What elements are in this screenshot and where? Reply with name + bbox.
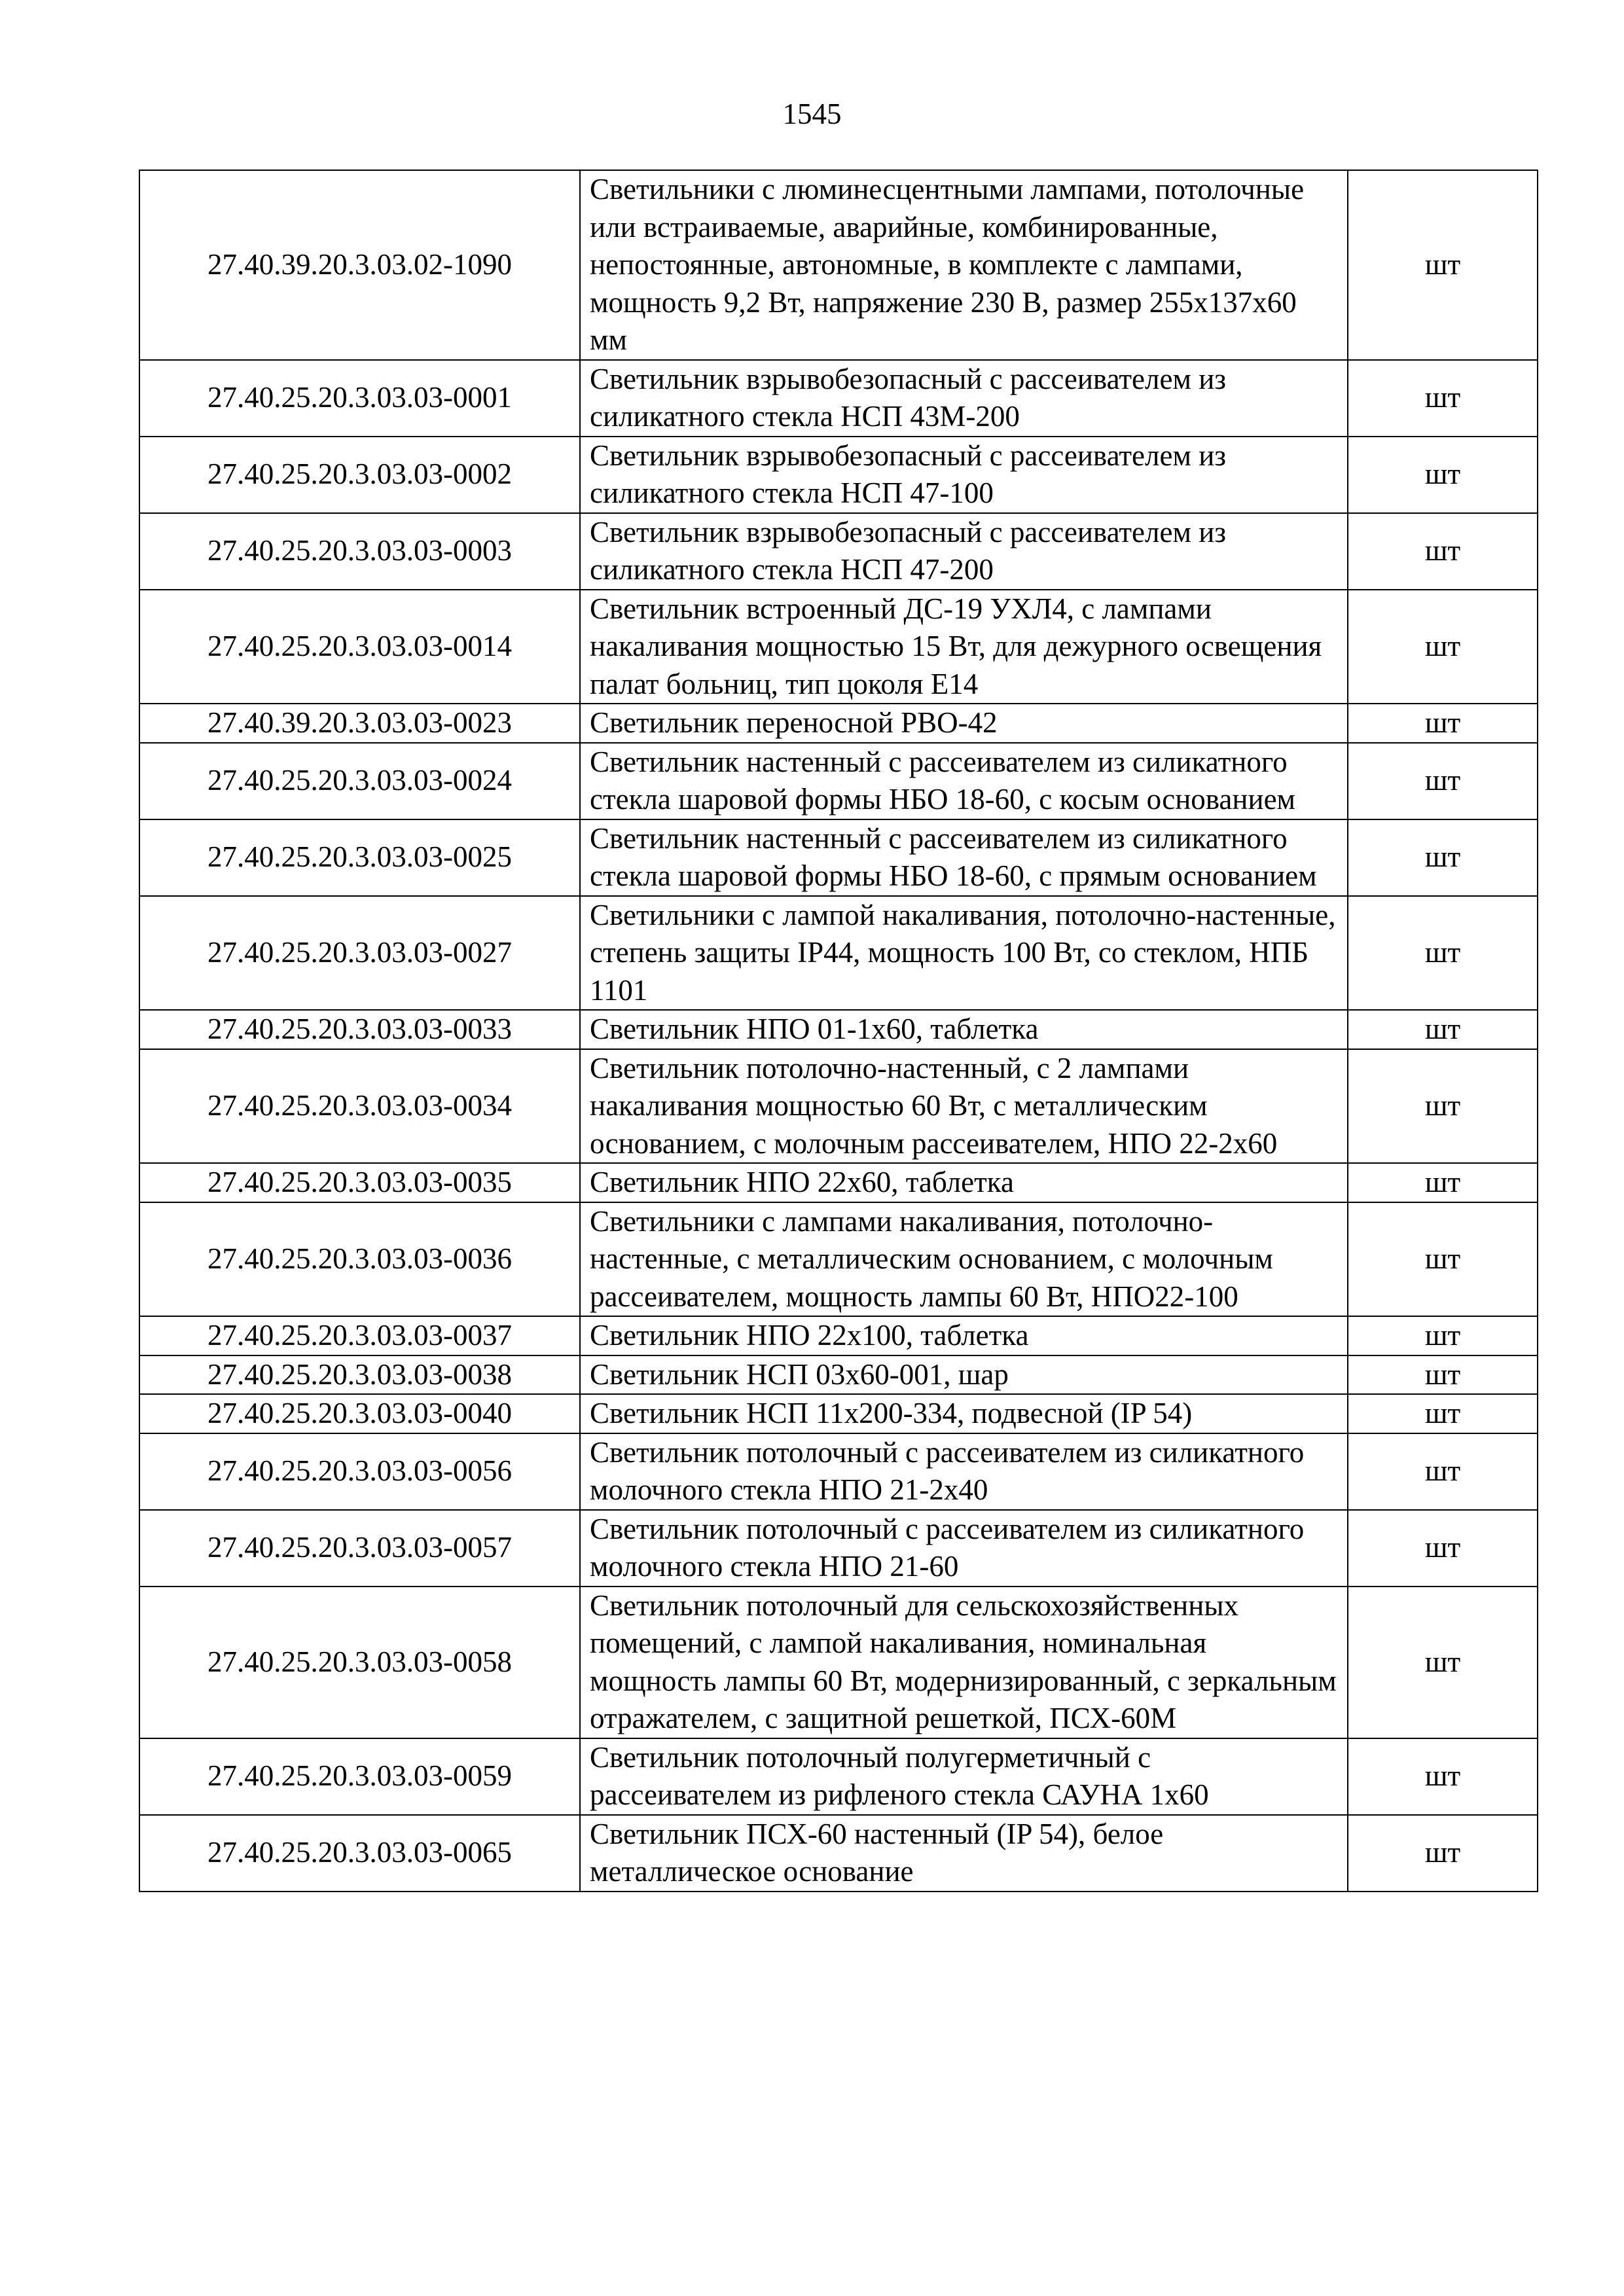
- table-row: [139, 896, 1538, 1011]
- resource-code-cell: 27.40.25.20.3.03.03-0035: [139, 1163, 580, 1202]
- resource-code-cell: 27.40.25.20.3.03.03-0024: [139, 743, 580, 819]
- resource-description-cell: Светильник потолочно-настенный, с 2 лампами накаливания мощностью 60 Вт, с металлическим основанием, с молочным рассеивателем, НПО 22-2х60: [580, 1049, 1348, 1164]
- table-row: [139, 819, 1538, 896]
- resource-description-cell: Светильники с лампами накаливания, потолочно-настенные, с металлическим основанием, с молочным рассеивателем, мощность лампы 60 Вт, НПО22-100: [580, 1202, 1348, 1317]
- resource-description-cell: Светильник потолочный полугерметичный с рассеивателем из рифленого стекла САУНА 1х60: [580, 1738, 1348, 1815]
- table-row: [139, 1394, 1538, 1433]
- catalog-table: [139, 170, 1538, 1892]
- table-row: [139, 1738, 1538, 1815]
- resource-code-cell: 27.40.25.20.3.03.03-0058: [139, 1587, 580, 1738]
- resource-code-cell: 27.40.25.20.3.03.03-0037: [139, 1316, 580, 1355]
- resource-code-cell: 27.40.25.20.3.03.03-0059: [139, 1738, 580, 1815]
- table-row: [139, 1433, 1538, 1510]
- table-row: [139, 1049, 1538, 1164]
- resource-description-cell: Светильник потолочный с рассеивателем из силикатного молочного стекла НПО 21-2х40: [580, 1433, 1348, 1510]
- unit-cell: шт: [1348, 1738, 1538, 1815]
- unit-cell: шт: [1348, 1587, 1538, 1738]
- unit-cell: шт: [1348, 1394, 1538, 1433]
- resource-code-cell: 27.40.25.20.3.03.03-0027: [139, 896, 580, 1011]
- unit-cell: шт: [1348, 590, 1538, 704]
- unit-cell: шт: [1348, 170, 1538, 360]
- table-row: [139, 590, 1538, 704]
- resource-code-cell: 27.40.25.20.3.03.03-0057: [139, 1510, 580, 1587]
- resource-code-cell: 27.40.39.20.3.03.03-0023: [139, 704, 580, 743]
- unit-cell: шт: [1348, 1433, 1538, 1510]
- resource-code-cell: 27.40.39.20.3.03.02-1090: [139, 170, 580, 360]
- table-row: [139, 170, 1538, 360]
- table-row: [139, 743, 1538, 819]
- resource-code-cell: 27.40.25.20.3.03.03-0040: [139, 1394, 580, 1433]
- resource-code-cell: 27.40.25.20.3.03.03-0003: [139, 513, 580, 590]
- resource-description-cell: Светильник НСП 11х200-334, подвесной (IP 54): [580, 1394, 1348, 1433]
- unit-cell: шт: [1348, 1010, 1538, 1049]
- resource-code-cell: 27.40.25.20.3.03.03-0065: [139, 1815, 580, 1892]
- unit-cell: шт: [1348, 1049, 1538, 1164]
- table-row: [139, 1587, 1538, 1738]
- resource-description-cell: Светильник взрывобезопасный с рассеивателем из силикатного стекла НСП 43М-200: [580, 360, 1348, 437]
- table-row: [139, 1815, 1538, 1892]
- unit-cell: шт: [1348, 360, 1538, 437]
- resource-description-cell: Светильник НСП 03х60-001, шар: [580, 1355, 1348, 1395]
- resource-description-cell: Светильники с люминесцентными лампами, потолочные или встраиваемые, аварийные, комбинированные, непостоянные, автономные, в комплекте с лампами, мощность 9,2 Вт, напряжение 230 В, размер 255х137х60 мм: [580, 170, 1348, 360]
- unit-cell: шт: [1348, 1316, 1538, 1355]
- table-row: [139, 1316, 1538, 1355]
- unit-cell: шт: [1348, 704, 1538, 743]
- resource-description-cell: Светильник настенный с рассеивателем из силикатного стекла шаровой формы НБО 18-60, с косым основанием: [580, 743, 1348, 819]
- resource-description-cell: Светильник ПСХ-60 настенный (IP 54), белое металлическое основание: [580, 1815, 1348, 1892]
- resource-description-cell: Светильник взрывобезопасный с рассеивателем из силикатного стекла НСП 47-100: [580, 437, 1348, 513]
- resource-description-cell: Светильник НПО 22х60, таблетка: [580, 1163, 1348, 1202]
- unit-cell: шт: [1348, 1510, 1538, 1587]
- resource-code-cell: 27.40.25.20.3.03.03-0001: [139, 360, 580, 437]
- resource-description-cell: Светильник взрывобезопасный с рассеивателем из силикатного стекла НСП 47-200: [580, 513, 1348, 590]
- resource-code-cell: 27.40.25.20.3.03.03-0036: [139, 1202, 580, 1317]
- unit-cell: шт: [1348, 513, 1538, 590]
- table-row: [139, 1202, 1538, 1317]
- resource-code-cell: 27.40.25.20.3.03.03-0002: [139, 437, 580, 513]
- unit-cell: шт: [1348, 819, 1538, 896]
- resource-description-cell: Светильники с лампой накаливания, потолочно-настенные, степень защиты IP44, мощность 100 Вт, со стеклом, НПБ 1101: [580, 896, 1348, 1011]
- resource-code-cell: 27.40.25.20.3.03.03-0034: [139, 1049, 580, 1164]
- unit-cell: шт: [1348, 437, 1538, 513]
- resource-code-cell: 27.40.25.20.3.03.03-0033: [139, 1010, 580, 1049]
- unit-cell: шт: [1348, 896, 1538, 1011]
- unit-cell: шт: [1348, 1202, 1538, 1317]
- resource-description-cell: Светильник настенный с рассеивателем из силикатного стекла шаровой формы НБО 18-60, с прямым основанием: [580, 819, 1348, 896]
- resource-description-cell: Светильник встроенный ДС-19 УХЛ4, с лампами накаливания мощностью 15 Вт, для дежурного освещения палат больниц, тип цоколя Е14: [580, 590, 1348, 704]
- resource-description-cell: Светильник НПО 22х100, таблетка: [580, 1316, 1348, 1355]
- page-number: 1545: [782, 98, 842, 130]
- resource-code-cell: 27.40.25.20.3.03.03-0025: [139, 819, 580, 896]
- resource-code-cell: 27.40.25.20.3.03.03-0056: [139, 1433, 580, 1510]
- table-row: [139, 704, 1538, 743]
- unit-cell: шт: [1348, 1355, 1538, 1395]
- resource-description-cell: Светильник потолочный с рассеивателем из силикатного молочного стекла НПО 21-60: [580, 1510, 1348, 1587]
- unit-cell: шт: [1348, 1815, 1538, 1892]
- table-row: [139, 1355, 1538, 1395]
- resource-description-cell: Светильник потолочный для сельскохозяйственных помещений, с лампой накаливания, номинальная мощность лампы 60 Вт, модернизированный, с зеркальным отражателем, с защитной решеткой, ПСХ-60М: [580, 1587, 1348, 1738]
- unit-cell: шт: [1348, 743, 1538, 819]
- catalog-table-body: [139, 170, 1538, 1892]
- table-row: [139, 1510, 1538, 1587]
- table-row: [139, 513, 1538, 590]
- table-row: [139, 437, 1538, 513]
- resource-code-cell: 27.40.25.20.3.03.03-0014: [139, 590, 580, 704]
- table-row: [139, 360, 1538, 437]
- unit-cell: шт: [1348, 1163, 1538, 1202]
- resource-code-cell: 27.40.25.20.3.03.03-0038: [139, 1355, 580, 1395]
- resource-description-cell: Светильник НПО 01-1х60, таблетка: [580, 1010, 1348, 1049]
- resource-description-cell: Светильник переносной РВО-42: [580, 704, 1348, 743]
- table-row: [139, 1163, 1538, 1202]
- table-row: [139, 1010, 1538, 1049]
